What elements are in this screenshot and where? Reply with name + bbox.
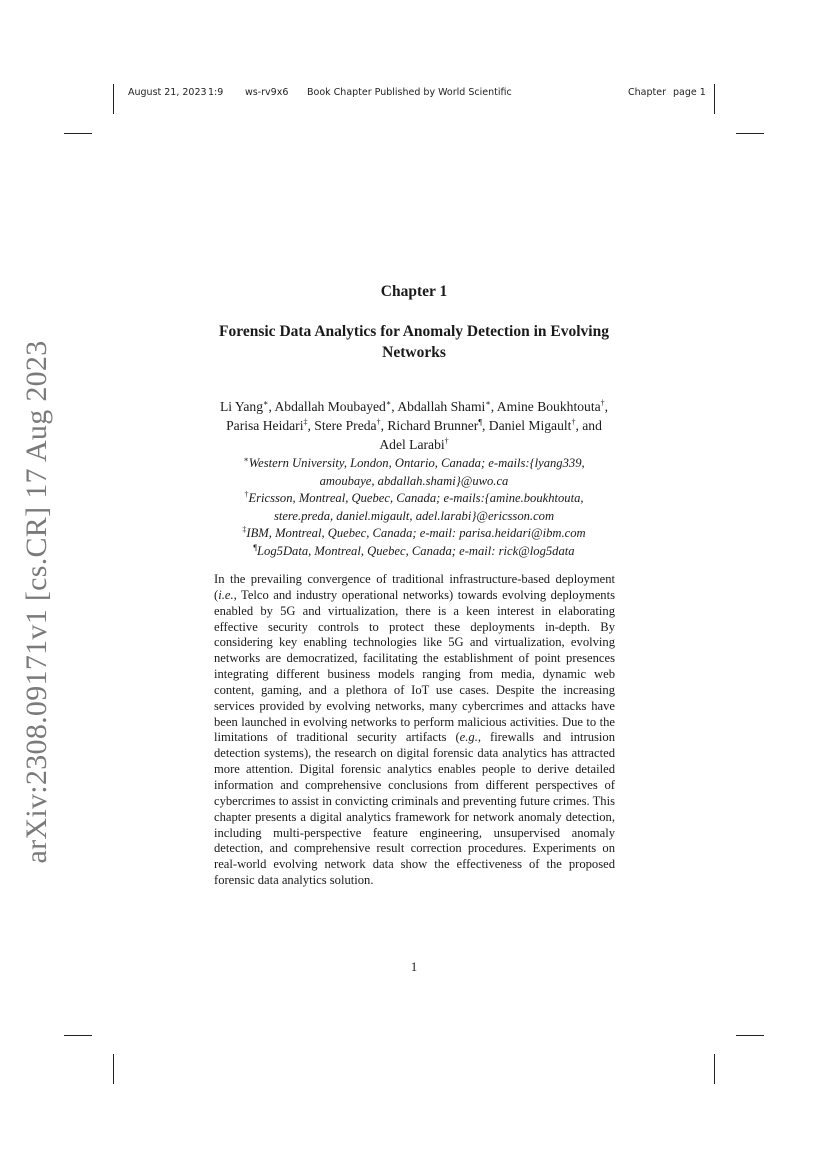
affiliation-entry (160, 543, 668, 561)
author-name: Stere Preda (314, 418, 377, 433)
author-mark: ∗ (385, 398, 392, 408)
crop-mark-top-left-horizontal (64, 133, 92, 134)
abstract-text: In the prevailing convergence of traditional infrastructure-based deployment ( (214, 572, 615, 602)
author-name: Abdallah Shami (397, 399, 486, 414)
crop-mark-bottom-left-horizontal (64, 1035, 92, 1036)
affiliation-line: Western University, London, Ontario, Canada; e-mails:{lyang339, (248, 456, 585, 470)
chapter-title: Forensic Data Analytics for Anomaly Detection in Evolving Networks (219, 323, 609, 361)
affiliation-mark: ¶ (253, 542, 258, 552)
abstract-italic-eg: e.g. (459, 730, 478, 745)
author-name: Daniel Migault (488, 418, 572, 433)
author-mark: † (600, 398, 605, 408)
abstract-italic-ie: i.e. (218, 587, 234, 602)
affiliation-line: Ericsson, Montreal, Quebec, Canada; e-mails:{amine.boukhtouta, (248, 491, 584, 505)
author-name: Amine Boukhtouta (496, 399, 601, 414)
author-mark: † (376, 417, 381, 427)
affiliation-entry-continued (160, 473, 668, 491)
author-mark: ‡ (303, 417, 308, 427)
author-list: Li Yang∗, Abdallah Moubayed∗, Abdallah Shami∗, Amine Boukhtouta†, Parisa Heidari‡, Stere Preda†, Richard Brunner¶, Daniel Migault†, and Adel Larabi† (219, 398, 609, 452)
author-name: Abdallah Moubayed (274, 399, 386, 414)
author-mark: ∗ (263, 398, 269, 408)
affiliation-mark: ∗ (243, 454, 249, 464)
page-number: 1 (410, 960, 418, 974)
affiliation-line: amoubaye, abdallah.shami}@uwo.ca (319, 473, 509, 488)
chapter-label: Chapter 1 (380, 283, 448, 300)
crop-mark-top-right-vertical (714, 84, 715, 114)
affiliation-mark: † (244, 489, 249, 499)
affiliation-entry (160, 525, 668, 543)
header-publication: Book Chapter Published by World Scientific (307, 87, 512, 98)
author-mark: † (571, 417, 576, 427)
crop-mark-bottom-right-horizontal (736, 1035, 764, 1036)
arxiv-identifier-stamp: arXiv:2308.09171v1 [cs.CR] 17 Aug 2023 (20, 340, 53, 864)
affiliation-list (160, 455, 668, 560)
abstract-text: , firewalls and intrusion detection systems), the research on digital forensic data analytics has attracted more attention. Digital forensic analytics enables people to derive detailed information and comprehensive conclusions from different perspectives of cybercrimes to assist in convicting criminals and preventing future crimes. This chapter presents a digital analytics framework for network anomaly detection, including multi-perspective feature engineering, unsupervised anomaly detection, and comprehensive result correction procedures. Experiments on real-world evolving network data show the effectiveness of the proposed forensic data analytics solution. (214, 730, 615, 888)
author-mark: † (444, 436, 449, 446)
author-name: Parisa Heidari (226, 418, 304, 433)
header-time: 1:9 (208, 87, 224, 98)
crop-mark-bottom-left-vertical (113, 1054, 114, 1084)
header-page: page 1 (673, 87, 706, 98)
affiliation-entry (160, 455, 668, 473)
crop-mark-top-right-horizontal (736, 133, 764, 134)
affiliation-line: IBM, Montreal, Quebec, Canada; e-mail: parisa.heidari@ibm.com (246, 526, 586, 540)
header-style: ws-rv9x6 (245, 87, 289, 98)
author-mark: ¶ (478, 417, 482, 427)
abstract-text: , Telco and industry operational networks) towards evolving deployments enabled by 5G and virtualization, there is a keen interest in elaborating effective security controls to protect these deployments in-depth. By considering key enabling technologies like 5G and virtualization, evolving networks are democratized, facilitating the establishment of point presences integrating different business models ranging from media, dynamic web content, gaming, and a plethora of IoT use cases. Despite the increasing services provided by evolving networks, many cybercrimes and attacks have been launched in evolving networks to perform malicious activities. Due to the limitations of traditional security artifacts ( (214, 587, 615, 745)
header-date: August 21, 2023 (128, 87, 207, 98)
author-name: Adel Larabi (379, 437, 445, 452)
crop-mark-bottom-right-vertical (714, 1054, 715, 1084)
affiliation-entry (160, 490, 668, 508)
author-name: Richard Brunner (387, 418, 479, 433)
author-mark: ∗ (485, 398, 491, 408)
crop-mark-top-left-vertical (113, 84, 114, 114)
author-name: Li Yang (219, 399, 263, 414)
abstract-paragraph (214, 572, 615, 889)
affiliation-line: Log5Data, Montreal, Quebec, Canada; e-mail: rick@log5data (257, 543, 575, 558)
affiliation-entry-continued (160, 508, 668, 526)
affiliation-mark: ‡ (242, 524, 247, 534)
affiliation-line: stere.preda, daniel.migault, adel.larabi}@ericsson.com (273, 508, 555, 523)
header-section: Chapter (628, 87, 666, 98)
